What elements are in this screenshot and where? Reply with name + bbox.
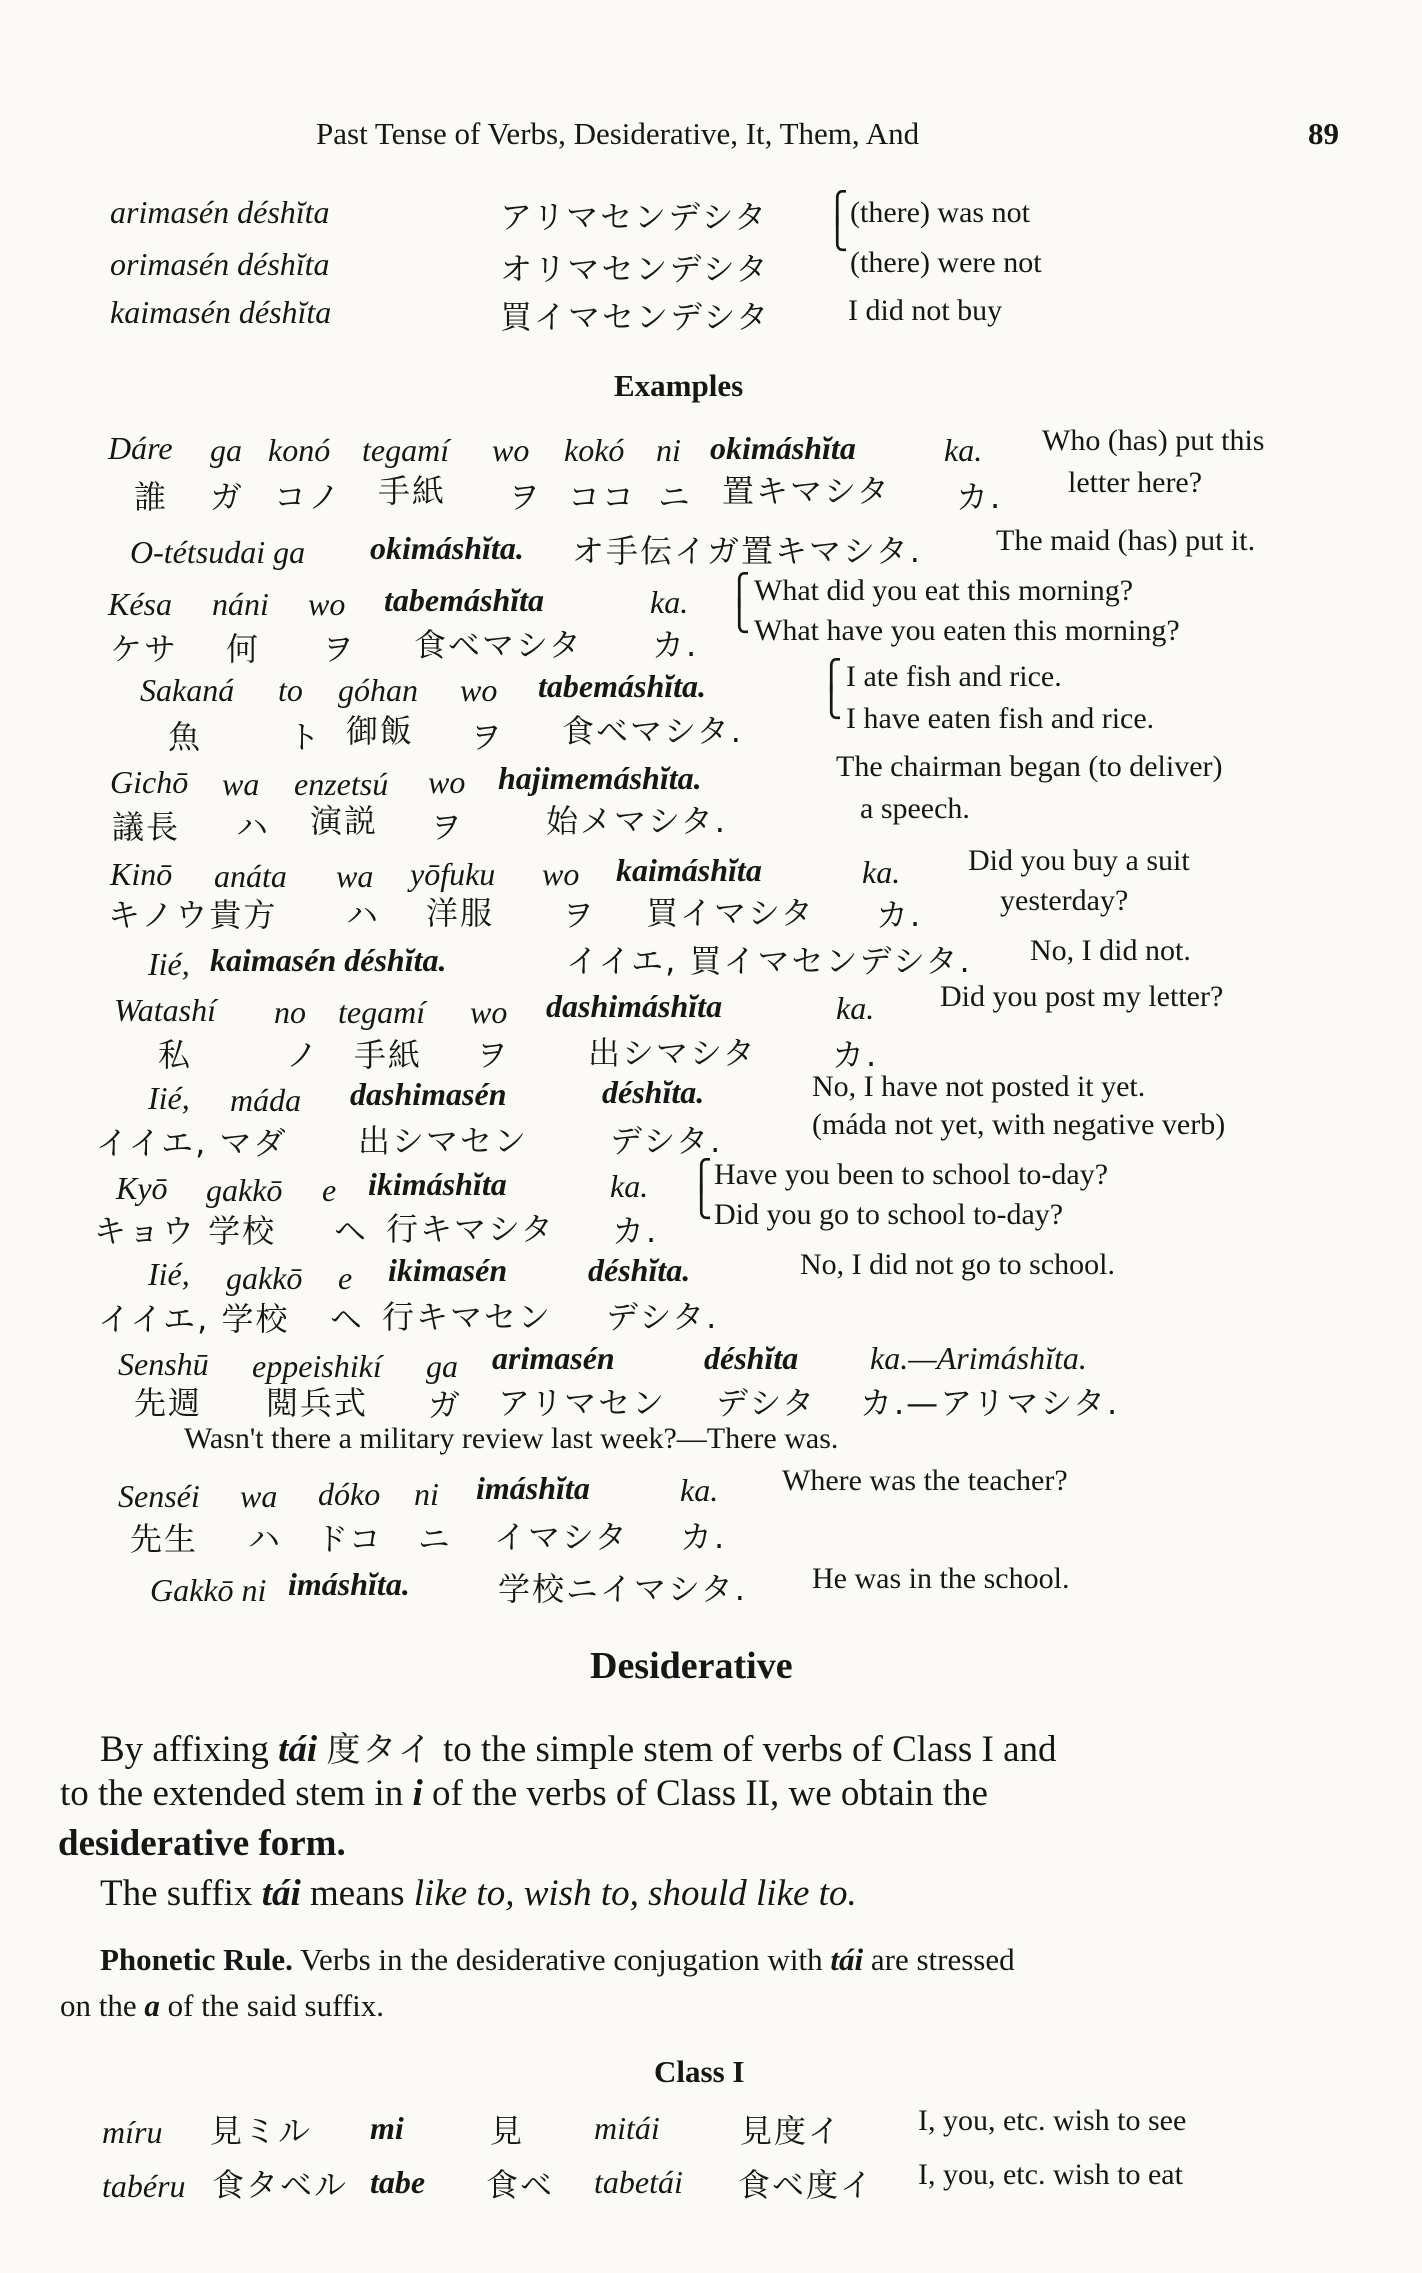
japanese-word: 出シマシタ	[588, 1034, 757, 1072]
romaji-word: wo	[492, 432, 530, 468]
japanese-word: デシタ.	[610, 1122, 723, 1160]
translation: What did you eat this morning?	[754, 574, 1134, 607]
text: are stressed	[870, 1942, 1015, 1977]
term: tái	[261, 1873, 301, 1914]
japanese-word: ケサ	[110, 630, 179, 668]
top-row-english: (there) were not	[850, 246, 1042, 279]
romaji-word: O-tétsudai ga	[130, 534, 306, 570]
romaji-word: ga	[210, 432, 242, 468]
japanese-word: 食ベマシタ.	[562, 712, 743, 750]
japanese-word: 置キマシタ	[722, 472, 891, 510]
verb-japanese: 食タベル	[212, 2166, 349, 2204]
text: Verbs in the desiderative conjugation with	[300, 1942, 823, 1977]
romaji-word: enzetsú	[294, 766, 389, 802]
japanese-word: 手紙	[354, 1036, 423, 1074]
romaji-word: Senséi	[118, 1478, 200, 1514]
romaji-word: wo	[308, 586, 346, 622]
japanese-word: イイエ, 学校	[98, 1300, 290, 1338]
romaji-word: náni	[212, 586, 269, 622]
translation: No, I did not.	[1030, 934, 1191, 967]
romaji-word: eppeishikí	[252, 1348, 382, 1384]
romaji-verb: tabemáshĭta	[384, 582, 545, 618]
japanese-word: 魚	[168, 718, 203, 756]
japanese-word: ガ	[210, 478, 245, 516]
japanese-word: ノ	[286, 1036, 321, 1074]
text: like to, wish to, should like to.	[413, 1873, 857, 1914]
romaji-word: Gichō	[110, 764, 189, 800]
romaji-word: Gakkō ni	[150, 1572, 267, 1608]
stem: mi	[370, 2110, 404, 2146]
romaji-word: ni	[414, 1476, 439, 1512]
japanese-word: イマシタ	[494, 1518, 629, 1556]
brace: ⎧ ⎩	[826, 191, 849, 252]
text: on the	[60, 1988, 137, 2023]
meaning: I, you, etc. wish to eat	[918, 2158, 1183, 2191]
japanese-word: ヲ	[430, 808, 465, 846]
term: i	[412, 1773, 423, 1814]
stem-japanese: 見	[490, 2112, 525, 2150]
translation: Who (has) put this	[1042, 424, 1265, 457]
japanese-word: カ.	[680, 1518, 727, 1556]
romaji-verb: arimasén	[492, 1340, 615, 1376]
romaji-word: wo	[470, 994, 508, 1030]
japanese-word: 何	[226, 630, 261, 668]
desiderative: mitái	[594, 2110, 660, 2146]
romaji-verb: dashimáshĭta	[546, 988, 723, 1024]
romaji-word: Kyō	[116, 1170, 168, 1206]
romaji-verb: tabemáshĭta.	[538, 668, 707, 704]
japanese-word: 行キマシタ	[386, 1210, 555, 1248]
japanese-word: 食ベマシタ	[414, 626, 583, 664]
meaning: I, you, etc. wish to see	[918, 2104, 1187, 2137]
top-row-kana: 買イマセンデシタ	[500, 298, 771, 336]
japanese-word: ヲ	[562, 896, 597, 934]
phonetic-rule	[100, 1942, 1015, 1978]
japanese-phrase: 学校ニイマシタ.	[498, 1570, 747, 1608]
desiderative-japanese: 見度イ	[740, 2112, 843, 2150]
label: Phonetic Rule.	[100, 1942, 293, 1977]
japanese-phrase: イイエ, 買イマセンデシタ.	[566, 942, 972, 980]
text: to the simple stem of verbs of Class I and	[443, 1729, 1057, 1770]
romaji-word: ka.	[944, 432, 983, 468]
romaji-word: konó	[268, 432, 331, 468]
top-row-english: I did not buy	[848, 294, 1003, 327]
paragraph-line	[100, 1722, 1057, 1771]
japanese-word: ニ	[658, 478, 693, 516]
japanese-word: 先生	[130, 1520, 199, 1558]
romaji-word: e	[338, 1260, 353, 1296]
romaji-verb: kaimáshĭta	[616, 852, 762, 888]
japanese-word: ハ	[346, 896, 381, 934]
romaji-word: ka.—Arimáshĭta.	[870, 1340, 1087, 1376]
romaji-word: Watashí	[114, 992, 216, 1028]
romaji-verb: okimáshĭta	[710, 430, 856, 466]
verb-japanese: 見ミル	[210, 2112, 313, 2150]
phonetic-rule	[60, 1988, 384, 2024]
japanese-word: カ.	[612, 1212, 659, 1250]
romaji-word: Senshū	[118, 1346, 209, 1382]
japanese-word: ハ	[236, 808, 271, 846]
japanese-word: ト	[288, 718, 323, 756]
japanese-word: ドコ	[316, 1520, 383, 1558]
romaji-verb: déshĭta.	[588, 1252, 691, 1288]
translation: letter here?	[1068, 466, 1203, 499]
romaji-verb: okimáshĭta.	[370, 530, 524, 566]
japanese-word: カ.	[832, 1036, 879, 1074]
romaji-verb: ikimasén	[388, 1252, 508, 1288]
romaji-word: wa	[222, 766, 260, 802]
term: tái	[278, 1729, 318, 1770]
text: of the said suffix.	[167, 1988, 385, 2023]
term: a	[144, 1988, 160, 2023]
examples-heading: Examples	[614, 368, 744, 403]
romaji-word: gakkō	[226, 1260, 303, 1296]
japanese-word: 御飯	[346, 712, 415, 750]
romaji-word: yōfuku	[410, 856, 496, 892]
romaji-verb: déshĭta.	[602, 1074, 705, 1110]
text: means	[310, 1873, 405, 1914]
paragraph-line: desiderative form.	[58, 1823, 346, 1864]
japanese-word: 行キマセン	[382, 1298, 553, 1336]
japanese-word: ヘ	[330, 1300, 365, 1338]
japanese-word: ヲ	[508, 478, 543, 516]
japanese-word: ガ	[428, 1386, 463, 1424]
translation: Where was the teacher?	[782, 1464, 1068, 1497]
japanese-word: 始メマシタ.	[546, 802, 727, 840]
romaji-word: Iié,	[148, 1256, 190, 1292]
romaji-word: Sakaná	[140, 672, 235, 708]
text: The suffix	[100, 1873, 253, 1914]
translation: What have you eaten this morning?	[754, 614, 1180, 647]
romaji-word: ka.	[610, 1168, 649, 1204]
translation: Did you buy a suit	[968, 844, 1190, 877]
translation: He was in the school.	[812, 1562, 1070, 1595]
top-row-romaji: kaimasén déshĭta	[110, 294, 332, 330]
text: of the verbs of Class II, we obtain the	[431, 1773, 988, 1814]
romaji-verb: hajimemáshĭta.	[498, 760, 702, 796]
japanese-phrase: オ手伝イガ置キマシタ.	[572, 532, 922, 570]
text: to the extended stem in	[60, 1773, 404, 1814]
class-heading: Class I	[654, 2054, 745, 2089]
japanese-word: 誰	[134, 478, 169, 516]
brace: ⎧ ⎩	[690, 1159, 713, 1220]
japanese-word: 先週	[134, 1384, 203, 1422]
translation: No, I did not go to school.	[800, 1248, 1115, 1281]
japanese-word: 議長	[112, 808, 181, 846]
romaji-word: to	[278, 672, 303, 708]
japanese-word: デシタ	[716, 1384, 817, 1422]
romaji-word: anáta	[214, 858, 287, 894]
japanese-word: 出シマセン	[358, 1122, 529, 1160]
japanese-word: ニ	[418, 1520, 453, 1558]
japanese-word: ココ	[568, 478, 637, 516]
translation: The maid (has) put it.	[996, 524, 1256, 557]
top-row-romaji: orimasén déshĭta	[110, 246, 330, 282]
translation: The chairman began (to deliver)	[836, 750, 1223, 783]
romaji-word: ka.	[836, 990, 875, 1026]
japanese-word: カ.	[956, 478, 1003, 516]
running-header: Past Tense of Verbs, Desiderative, It, Them, And	[316, 116, 920, 151]
romaji-word: wo	[542, 856, 580, 892]
japanese-word: ヲ	[470, 718, 505, 756]
romaji-verb: imáshĭta	[476, 1470, 590, 1506]
text: By affixing	[100, 1729, 269, 1770]
romaji-verb: déshĭta	[704, 1340, 799, 1376]
top-row-kana: オリマセンデシタ	[500, 250, 770, 288]
romaji-verb: ikimáshĭta	[368, 1166, 507, 1202]
top-row-english: (there) was not	[850, 196, 1030, 229]
translation: (máda not yet, with negative verb)	[812, 1108, 1226, 1141]
romaji-verb: dashimasén	[350, 1076, 507, 1112]
japanese-word: ヘ	[334, 1212, 369, 1250]
romaji-word: no	[274, 994, 306, 1030]
desiderative-japanese: 食ベ度イ	[738, 2166, 875, 2204]
japanese-word: カ.—アリマシタ.	[860, 1384, 1120, 1422]
paragraph-line	[60, 1772, 988, 1815]
translation: Did you go to school to-day?	[714, 1198, 1064, 1231]
translation: I have eaten fish and rice.	[846, 702, 1155, 735]
romaji-word: wa	[240, 1478, 278, 1514]
japanese-word: ヲ	[476, 1036, 511, 1074]
page-number: 89	[1308, 116, 1339, 151]
term: tái	[830, 1942, 864, 1977]
romaji-word: ka.	[650, 584, 689, 620]
japanese-word: コノ	[274, 478, 343, 516]
japanese-word: カ.	[876, 896, 923, 934]
japanese-word: 買イマシタ	[646, 894, 815, 932]
stem-japanese: 食ベ	[486, 2166, 555, 2204]
translation: Wasn't there a military review last week?—There was.	[184, 1422, 839, 1455]
paragraph-line	[100, 1872, 857, 1915]
kanji: 度タイ	[326, 1730, 434, 1770]
translation: a speech.	[860, 792, 970, 825]
brace: ⎧ ⎩	[820, 659, 843, 720]
romaji-word: ga	[426, 1348, 458, 1384]
romaji-word: Iié,	[148, 1080, 190, 1116]
verb: tabéru	[102, 2168, 186, 2204]
romaji-word: ni	[656, 432, 681, 468]
brace: ⎧ ⎩	[728, 573, 751, 634]
translation: Have you been to school to-day?	[714, 1158, 1109, 1191]
romaji-word: máda	[230, 1082, 302, 1118]
translation: I ate fish and rice.	[846, 660, 1062, 693]
section-heading: Desiderative	[590, 1645, 793, 1687]
japanese-word: デシタ.	[606, 1298, 719, 1336]
romaji-word: e	[322, 1172, 337, 1208]
translation: No, I have not posted it yet.	[812, 1070, 1146, 1103]
romaji-word: ka.	[862, 854, 901, 890]
romaji-word: dóko	[318, 1476, 381, 1512]
japanese-word: 手紙	[378, 472, 447, 510]
romaji-word: tegamí	[338, 994, 426, 1030]
japanese-word: キョウ 学校	[94, 1212, 277, 1250]
romaji-word: wo	[460, 672, 498, 708]
romaji-word: góhan	[338, 672, 418, 708]
japanese-word: 演説	[310, 802, 379, 840]
romaji-word: Dáre	[108, 430, 173, 466]
romaji-verb: imáshĭta.	[288, 1566, 410, 1602]
romaji-word: Kinō	[110, 856, 173, 892]
top-row-romaji: arimasén déshĭta	[110, 194, 330, 230]
romaji-word: kokó	[564, 432, 625, 468]
romaji-word: ka.	[680, 1472, 719, 1508]
top-row-kana: アリマセンデシタ	[500, 198, 769, 236]
romaji-word: tegamí	[362, 432, 450, 468]
verb: míru	[102, 2114, 163, 2150]
desiderative: tabetái	[594, 2164, 683, 2200]
romaji-word: gakkō	[206, 1172, 283, 1208]
translation: yesterday?	[1000, 884, 1129, 917]
romaji-word: Késa	[108, 586, 172, 622]
romaji-word: wo	[428, 764, 466, 800]
japanese-word: カ.	[652, 626, 699, 664]
japanese-word: イイエ, マダ	[96, 1124, 288, 1162]
japanese-word: ハ	[248, 1520, 283, 1558]
japanese-word: 私	[158, 1036, 193, 1074]
japanese-word: ヲ	[322, 630, 357, 668]
romaji-word: Iié,	[148, 946, 190, 982]
japanese-word: キノウ貴方	[108, 896, 278, 934]
japanese-word: アリマセン	[498, 1384, 667, 1422]
stem: tabe	[370, 2164, 426, 2200]
romaji-verb: kaimasén déshĭta.	[210, 942, 447, 978]
translation: Did you post my letter?	[940, 980, 1224, 1013]
japanese-word: 洋服	[426, 894, 495, 932]
romaji-word: wa	[336, 858, 374, 894]
japanese-word: 閲兵式	[266, 1384, 369, 1422]
